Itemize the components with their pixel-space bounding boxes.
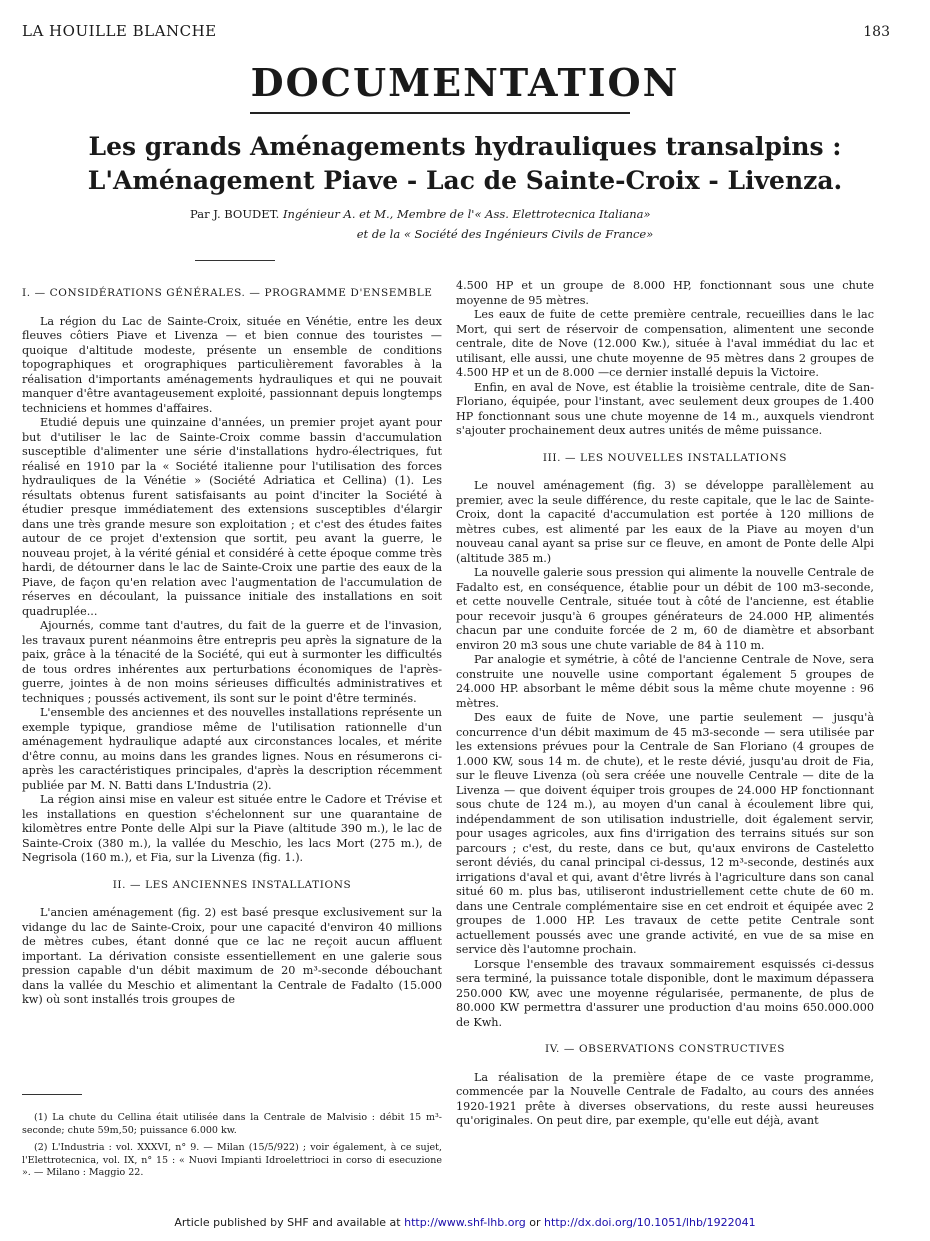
author-affiliation-2: et de la « Société des Ingénieurs Civils de France» <box>356 227 654 241</box>
credit-prefix: Article published by SHF and available at <box>174 1216 401 1229</box>
section-1-heading: I. — CONSIDÉRATIONS GÉNÉRALES. — PROGRAMME D'ENSEMBLE <box>22 287 433 299</box>
section-4-heading: IV. — OBSERVATIONS CONSTRUCTIVES <box>544 1043 786 1055</box>
footnote-rule <box>22 1094 82 1095</box>
paragraph: Les eaux de fuite de cette première centrale, recueillies dans le lac Mort, qui sert de réservoir de compensation, alimentent une seconde centrale, dite de Nove (12.000 Kw.), située à l'aval immédiat du lac et utilisant, elle aussi, une chute moyenne de 95 mètres dans 2 groupes de 4.500 HP et un de 8.000 —ce dernier installé depuis la Victoire. <box>456 308 874 379</box>
credit-or: or <box>529 1216 541 1229</box>
paragraph: La nouvelle galerie sous pression qui alimente la nouvelle Centrale de Fadalto est, en conséquence, établie pour un débit de 100 m3-seconde, et cette nouvelle Centrale, située tout à côté de l'ancienne, est établie pour recevoir jusqu'à 6 groupes générateurs de 24.000 HP, alimentés chacun par une conduite forcée de 2 m, 60 de diamètre et absorbant environ 20 m3 sous une chute variable de 84 à 110 m. <box>456 566 874 652</box>
article-title-line1: Les grands Aménagements hydrauliques transalpins : <box>88 132 842 161</box>
shf-link[interactable]: http://www.shf-lhb.org <box>404 1216 526 1229</box>
paragraph: La région ainsi mise en valeur est située entre le Cadore et Trévise et les installations en question s'échelonnent sur une quarantaine de kilomètres entre Ponte delle Alpi sur la Piave (altitude 390 m.), le lac de Sainte-Croix (380 m.), la vallée du Meschio, les lacs Mort (275 m.), de Negrisola (160 m.), et Fia, sur la Livenza (fig. 1.). <box>22 793 442 864</box>
paragraph: Enfin, en aval de Nove, est établie la troisième centrale, dite de San-Floriano, équipée, pour l'instant, avec seulement deux groupes de 1.400 HP fonctionnant sous une chute moyenne de 14 m., auxquels viendront s'ajouter prochainement deux autres unités de même puissance. <box>456 380 874 437</box>
footnote-1: (1) La chute du Cellina était utilisée dans la Centrale de Malvisio : débit 15 m³-seconde; chute 59m,50; puissance 6.000 kw. <box>22 1112 442 1136</box>
paragraph: Lorsque l'ensemble des travaux sommairement esquissés ci-dessus sera terminé, la puissance totale disponible, dont le maximum dépassera 250.000 KW, avec une moyenne régularisée, permanente, de plus de 80.000 KW permettra d'assurer une production d'au moins 650.000.000 de Kwh. <box>456 957 874 1029</box>
paragraph: La région du Lac de Sainte-Croix, située en Vénétie, entre les deux fleuves côtiers Piave et Livenza — et bien connue des touristes — quoique d'altitude modeste, présente un ensemble de conditions topographiques et orographiques particulièrement favorables à la réalisation d'importants aménagements hydrauliques et qui ne pouvait manquer d'être avantageusement exploité, passionnant depuis longtemps techniciens et hommes d'affaires. <box>22 314 442 415</box>
heading-rule <box>250 112 630 114</box>
journal-name: LA HOUILLE BLANCHE <box>22 22 217 40</box>
paragraph: 4.500 HP et un groupe de 8.000 HP, fonctionnant sous une chute moyenne de 95 mètres. <box>456 279 874 307</box>
paragraph: L'ancien aménagement (fig. 2) est basé presque exclusivement sur la vidange du lac de Sainte-Croix, pour une capacité d'environ 40 millions de mètres cubes, étant donné que ce lac ne reçoit aucun affluent important. La dérivation consiste essentiellement en une galerie sous pression capable d'un débit maximum de 20 m³-seconde débouchant dans la vallée du Meschio et alimentant la Centrale de Fadalto (15.000 kw) où sont installés trois groupes de <box>22 906 442 1006</box>
paragraph: Par analogie et symétrie, à côté de l'ancienne Centrale de Nove, sera construite une nouvelle usine comportant également 5 groupes de 24.000 HP. absorbant le même débit sous la même chute moyenne : 96 mètres. <box>456 653 874 710</box>
byline <box>160 204 850 244</box>
article-title <box>60 130 870 198</box>
author-affiliation: Ingénieur A. et M., Membre de l'« Ass. Elettrotecnica Italiana» <box>282 207 651 221</box>
footnotes <box>22 1112 442 1185</box>
byline-prefix: Par <box>190 207 210 221</box>
paragraph: Le nouvel aménagement (fig. 3) se développe parallèlement au premier, avec la seule différence, du reste capitale, que le lac de Sainte-Croix, dont la capacité d'accumulation est portée à 120 millions de mètres cubes, est alimenté par les eaux de la Piave au moyen d'un nouveau canal ayant sa prise sur ce fleuve, en amont de Ponte delle Alpi (altitude 385 m.) <box>456 479 874 565</box>
paragraph: Etudié depuis une quinzaine d'années, un premier projet ayant pour but d'utiliser le lac de Sainte-Croix comme bassin d'accumulation susceptible d'alimenter une série d'installations hydro-électriques, fut réalisé en 1910 par la « Société italienne pour l'utilisation des forces hydrauliques de la Vénétie » (Société Adriatica et Cellina) (1). Les résultats obtenus furent satisfaisants au point d'inciter la Société à étudier presque immédiatement des extensions susceptibles d'élargir dans une très grande mesure son exploitation ; et c'est des études faites autour de ce projet d'extension que sortit, peu avant la guerre, le nouveau projet, à la vérité génial et considéré à cette époque comme très hardi, de détourner dans le lac de Sainte-Croix une partie des eaux de la Piave, de façon qu'en relation avec l'augmentation de l'accumulation de réserves en découlant, la puissance initiale des installations en soit quadruplée... <box>22 416 442 618</box>
section-3-heading: III. — LES NOUVELLES INSTALLATIONS <box>542 451 788 464</box>
doi-link[interactable]: http://dx.doi.org/10.1051/lhb/1922041 <box>544 1216 756 1229</box>
right-column <box>456 279 874 1129</box>
paragraph: Ajournés, comme tant d'autres, du fait de la guerre et de l'invasion, les travaux purent néanmoins être entrepris peu après la signature de la paix, grâce à la ténacité de la Société, qui eut à surmonter les difficultés de tous ordres inhérentes aux perturbations économiques de l'après-guerre, jointes à de non moins sérieuses difficultés administratives et techniques ; poussés activement, ils sont sur le point d'être terminés. <box>22 619 442 705</box>
section-2-heading: II. — LES ANCIENNES INSTALLATIONS <box>112 878 352 891</box>
section-heading: DOCUMENTATION <box>250 60 680 105</box>
article-title-line2: L'Aménagement Piave - Lac de Sainte-Croix - Livenza. <box>87 166 843 195</box>
paragraph: L'ensemble des anciennes et des nouvelles installations représente un exemple typique, grandiose même de l'utilisation rationnelle d'un aménagement hydraulique adapté aux circonstances locales, et mérite d'être connu, au moins dans les grandes lignes. Nous en résumerons ci-après les caractéristiques principales, d'après la description récemment publiée par M. N. Batti dans L'Industria (2). <box>22 706 442 792</box>
page-number: 183 <box>863 24 890 40</box>
divider-left <box>195 260 275 261</box>
left-column <box>22 286 442 1008</box>
paragraph: La réalisation de la première étape de ce vaste programme, commencée par la Nouvelle Centrale de Fadalto, au cours des années 1920-1921 prête à diverses observations, du reste aussi heureuses qu'originales. On peut dire, par exemple, qu'elle eut déjà, avant <box>456 1070 874 1127</box>
author-name: J. BOUDET. <box>213 207 280 221</box>
footnote-2: (2) L'Industria : vol. XXXVI, n° 9. — Milan (15/5/922) ; voir également, à ce sujet, l'Elettrotecnica, vol. IX, n° 15 : « Nuovi Impianti Idroelettrioci in corso di esecuzione ». — Milano : Maggio 22. <box>22 1142 442 1178</box>
publication-credit <box>0 1216 930 1229</box>
paragraph: Des eaux de fuite de Nove, une partie seulement — jusqu'à concurrence d'un débit maximum de 45 m3-seconde — sera utilisée par les extensions prévues pour la Centrale de San Floriano (4 groupes de 1.000 KW, sous 14 m. de chute), et le reste dévié, jusqu'au droit de Fia, sur le fleuve Livenza (où sera créée une nouvelle Centrale — dite de la Livenza — que doivent équiper trois groupes de 24.000 HP fonctionnant sous chute de 124 m.), au moyen d'un canal à écoulement libre qui, indépendamment de son utilisation industrielle, doit également servir, pour usages agricoles, aux fins d'irrigation des terrains situés sur son parcours ; c'est, du reste, dans ce but, qu'aux environs de Casteletto seront déviés, du canal principal ci-dessus, 12 m³-seconde, destinés aux irrigations d'aval et qui, avant d'être livrés à l'agriculture dans son canal situé 60 m. plus bas, utiliseront industriellement cette chute de 60 m. dans une Centrale complémentaire sise en cet endroit et équipée avec 2 groupes de 1.000 HP. Les travaux de cette petite Centrale sont actuellement poussés avec une grande activité, en vue de sa mise en service dès l'automne prochain. <box>456 711 874 956</box>
